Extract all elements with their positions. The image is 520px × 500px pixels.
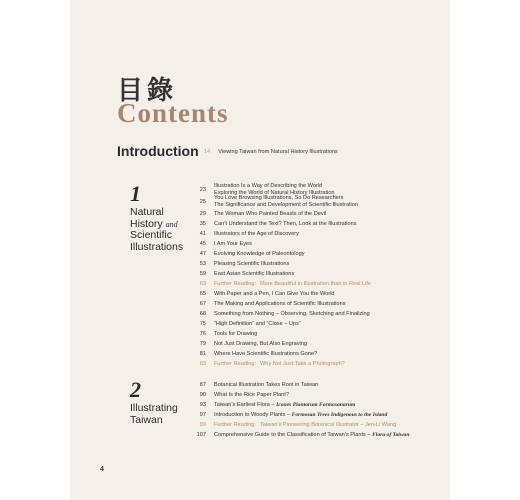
- page-ref: 67: [199, 301, 206, 307]
- section-number: 2: [130, 377, 141, 402]
- page-ref: 83: [199, 361, 206, 367]
- entry-title: Further Reading：More Beautiful in Illustration than in Real Life: [214, 281, 372, 287]
- introduction-entry: [204, 149, 338, 155]
- entry-title: What Is the Rice Paper Plant?: [214, 392, 289, 398]
- page-ref: 59: [199, 271, 206, 277]
- entry-title: Further Reading：Taiwan’s Pioneering Botanical Illustrator – Jen-Li Wang: [214, 422, 397, 428]
- chinese-title: 目錄: [117, 76, 178, 106]
- section-title: Illustrating Taiwan: [130, 402, 178, 426]
- section-title: Natural History and Scientific Illustrations: [130, 206, 184, 253]
- entry-title: I Am Your Eyes: [214, 241, 252, 247]
- page-ref: 23: [199, 186, 206, 193]
- section-1-heading: [130, 183, 183, 253]
- page-ref: 81: [199, 351, 206, 357]
- entry-title: Where Have Scientific Illustrations Gone?: [214, 351, 318, 357]
- introduction-heading: Introduction: [117, 143, 199, 159]
- section-2-heading: [130, 379, 178, 426]
- page-ref: 79: [199, 341, 206, 347]
- page-ref: 107: [196, 432, 206, 438]
- entry-title: Introduction to Woody Plants – Formosan Trees Indigenous to the Island: [214, 412, 388, 418]
- entry-title: Pleasing Scientific Illustrations: [214, 261, 290, 267]
- page-ref: 35: [199, 221, 206, 227]
- entry-subtitle: The Significance and Development of Scientific Illustration: [214, 202, 358, 208]
- page-ref: 68: [199, 311, 206, 317]
- entry-title: The Making and Applications of Scientific Illustrations: [214, 301, 346, 307]
- page-ref: 76: [199, 331, 206, 337]
- entry-title: Viewing Taiwan from Natural History Illustrations: [218, 149, 338, 155]
- page-ref: 25: [199, 198, 206, 205]
- page-ref: 75: [199, 321, 206, 327]
- entry-title: Further Reading：Why Not Just Take a Photograph?: [214, 361, 345, 367]
- entry-title: Comprehensive Guide to the Classification of Taiwan’s Plants – Flora of Taiwan: [214, 432, 410, 438]
- entry-title: Taiwan’s Earliest Flora – Icones Plantarum Formosanarum: [214, 402, 356, 408]
- entry-title: With Paper and a Pen, I Can Give You the World: [214, 291, 335, 297]
- entry-title: Evolving Knowledge of Paleontology: [214, 251, 305, 257]
- page-ref: 93: [199, 402, 206, 408]
- entry-title: The Woman Who Painted Beasts of the Devil: [214, 211, 327, 217]
- page-ref: 87: [199, 382, 206, 388]
- entry-title: Can’t Understand the Text? Then, Look at the Illustrations: [214, 221, 357, 227]
- section-number: 1: [130, 181, 141, 206]
- entry-title: You Love Browsing Illustrations, So Do Researchers The Significance and Development of Scientific Illustration: [214, 195, 358, 208]
- page-ref: 63: [199, 281, 206, 287]
- entry-title: Illustrators of the Age of Discovery: [214, 231, 299, 237]
- entry-title: Tools for Drawing: [214, 331, 258, 337]
- page-ref: 65: [199, 291, 206, 297]
- contents-title: Contents: [117, 98, 229, 128]
- page-ref: 90: [199, 392, 206, 398]
- entry-title: Botanical Illustration Takes Root in Taiwan: [214, 382, 319, 388]
- entry-title: Something from Nothing – Observing, Sketching and Finalizing: [214, 311, 370, 317]
- page-ref: 53: [199, 261, 206, 267]
- page-ref: 47: [199, 251, 206, 257]
- page-ref: 41: [199, 231, 206, 237]
- entry-title: Illustration Is a Way of Describing the World Exploring the World of Natural History Illustration: [214, 183, 335, 196]
- page-ref: 99: [199, 422, 206, 428]
- page-number: 4: [100, 466, 104, 473]
- entry-title: “High Definition” and “Close – Ups”: [214, 321, 301, 327]
- page-ref: 29: [199, 211, 206, 217]
- page-ref: 14: [204, 149, 211, 155]
- entry-subtitle: Exploring the World of Natural History Illustration: [214, 190, 335, 196]
- page-ref: 45: [199, 241, 206, 247]
- entry-title: East Asian Scientific Illustrations: [214, 271, 295, 277]
- entry-title: Not Just Drawing, But Also Engraving: [214, 341, 307, 347]
- page-ref: 97: [199, 412, 206, 418]
